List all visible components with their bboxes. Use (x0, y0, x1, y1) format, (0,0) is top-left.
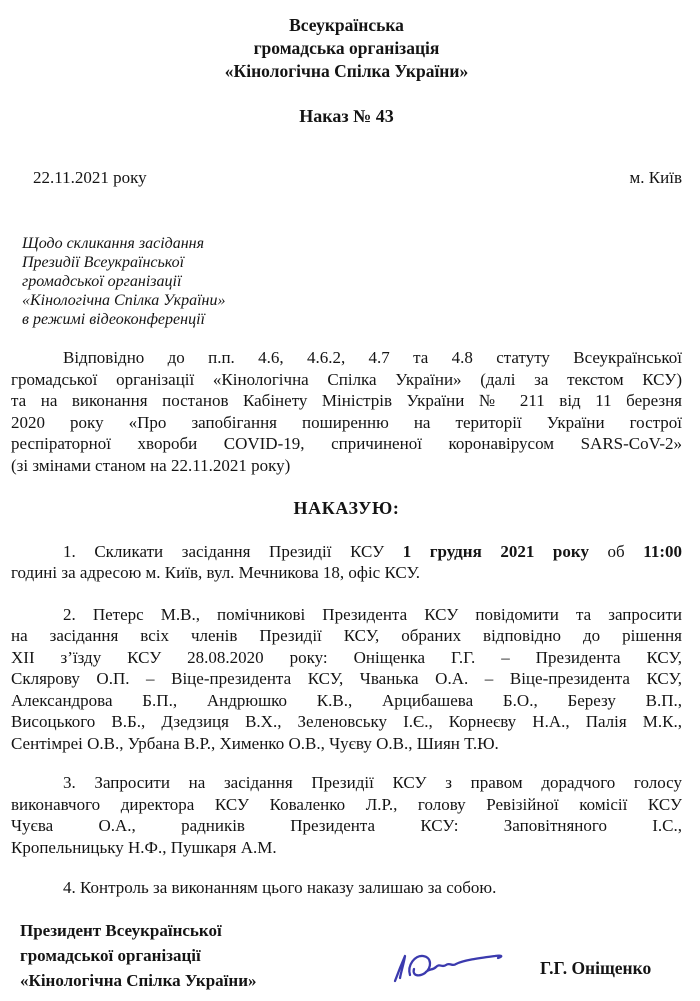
text-line: на засідання всіх членів Президії КСУ, обраних відповідно до рішення (11, 626, 682, 645)
text-line: та на виконання постанов Кабінету Міністрів України № 211 від 11 березня (11, 391, 682, 410)
signature-path (395, 955, 501, 980)
text-line: годині за адресою м. Київ, вул. Мечникова 18, офіс КСУ. (11, 563, 421, 582)
text-line: респіраторної хвороби COVID-19, спричиненої коронавірусом SARS-CoV-2» (11, 434, 682, 453)
text-line: громадської організації «Кінологічна Спілка України» (далі за текстом КСУ) (11, 369, 682, 389)
order-number-title: Наказ № 43 (299, 106, 394, 126)
text-line: 1. Скликати засідання Президії КСУ 1 грудня 2021 року об 11:00 (63, 541, 682, 561)
org-name-line: «Кінологічна Спілка України» (224, 61, 469, 81)
text-line: Чуєва О.А., радників Президента КСУ: Заповітняного І.С., (11, 816, 682, 835)
text-line: 4. Контроль за виконанням цього наказу залишаю за собою. (63, 878, 497, 897)
subject-block (22, 234, 682, 329)
signatory-title-block (20, 918, 257, 993)
text-line: Відповідно до п.п. 4.6, 4.6.2, 4.7 та 4.8 статуту Всеукраїнської (63, 348, 682, 367)
subject-line: Щодо скликання засідання (22, 235, 205, 252)
order-item-4 (11, 877, 682, 899)
date-city-row (11, 167, 682, 188)
org-name-line: Всеукраїнська (289, 15, 404, 35)
document-date: 22.11.2021 року (33, 168, 147, 187)
text-line: 2. Петерс М.В., помічникові Президента КСУ повідомити та запросити (63, 604, 682, 624)
text-line: (зі змінами станом на 22.11.2021 року) (11, 455, 291, 475)
text-line: 2020 року «Про запобігання поширенню на території України гострої (11, 412, 682, 432)
org-header (11, 14, 682, 83)
subject-line: громадської організації (22, 273, 182, 290)
text-line: Александрова Б.П., Андрюшко К.В., Арцибашева Б.О., Березу В.П., (11, 690, 682, 710)
order-item-1 (11, 541, 682, 584)
subject-line: в режимі відеоконференції (22, 311, 205, 328)
text-line: Кропельницьку Н.Ф., Пушкаря А.М. (11, 837, 277, 857)
order-item-3 (11, 772, 682, 858)
text-line: Висоцького В.Б., Дзедзиця В.Х., Зеленовську І.Є., Корнеєву Н.А., Палія М.К., (11, 712, 682, 731)
text-line: Склярову О.П. – Віце-президента КСУ, Чванька О.А. – Віце-президента КСУ, (11, 669, 682, 688)
signatory-title-line: громадської організації (20, 945, 201, 965)
text-line: 3. Запросити на засідання Президії КСУ з правом дорадчого голосу (63, 773, 682, 792)
order-heading: НАКАЗУЮ: (293, 498, 400, 518)
handwritten-signature-icon (385, 944, 515, 992)
preamble-paragraph (11, 347, 682, 476)
text-line: Сентімреі О.В., Урбана В.Р., Хименко О.В., Чуєву О.В., Шиян Т.Ю. (11, 733, 499, 753)
document-body (11, 347, 682, 899)
signature-footer (11, 918, 682, 1001)
signatory-name: Г.Г. Оніщенко (540, 957, 652, 978)
document-city: м. Київ (629, 168, 682, 187)
subject-line: Президії Всеукраїнської (22, 254, 185, 271)
signatory-title-line: «Кінологічна Спілка України» (20, 970, 257, 990)
signatory-title-line: Президент Всеукраїнської (20, 920, 222, 940)
order-item-2 (11, 604, 682, 755)
org-name-line: громадська організація (253, 38, 440, 58)
subject-line: «Кінологічна Спілка України» (22, 292, 226, 309)
text-line: виконавчого директора КСУ Коваленко Л.Р., голову Ревізійної комісії КСУ (11, 794, 682, 814)
text-line: ХІІ з’їзду КСУ 28.08.2020 року: Оніщенка Г.Г. – Президента КСУ, (11, 647, 682, 667)
